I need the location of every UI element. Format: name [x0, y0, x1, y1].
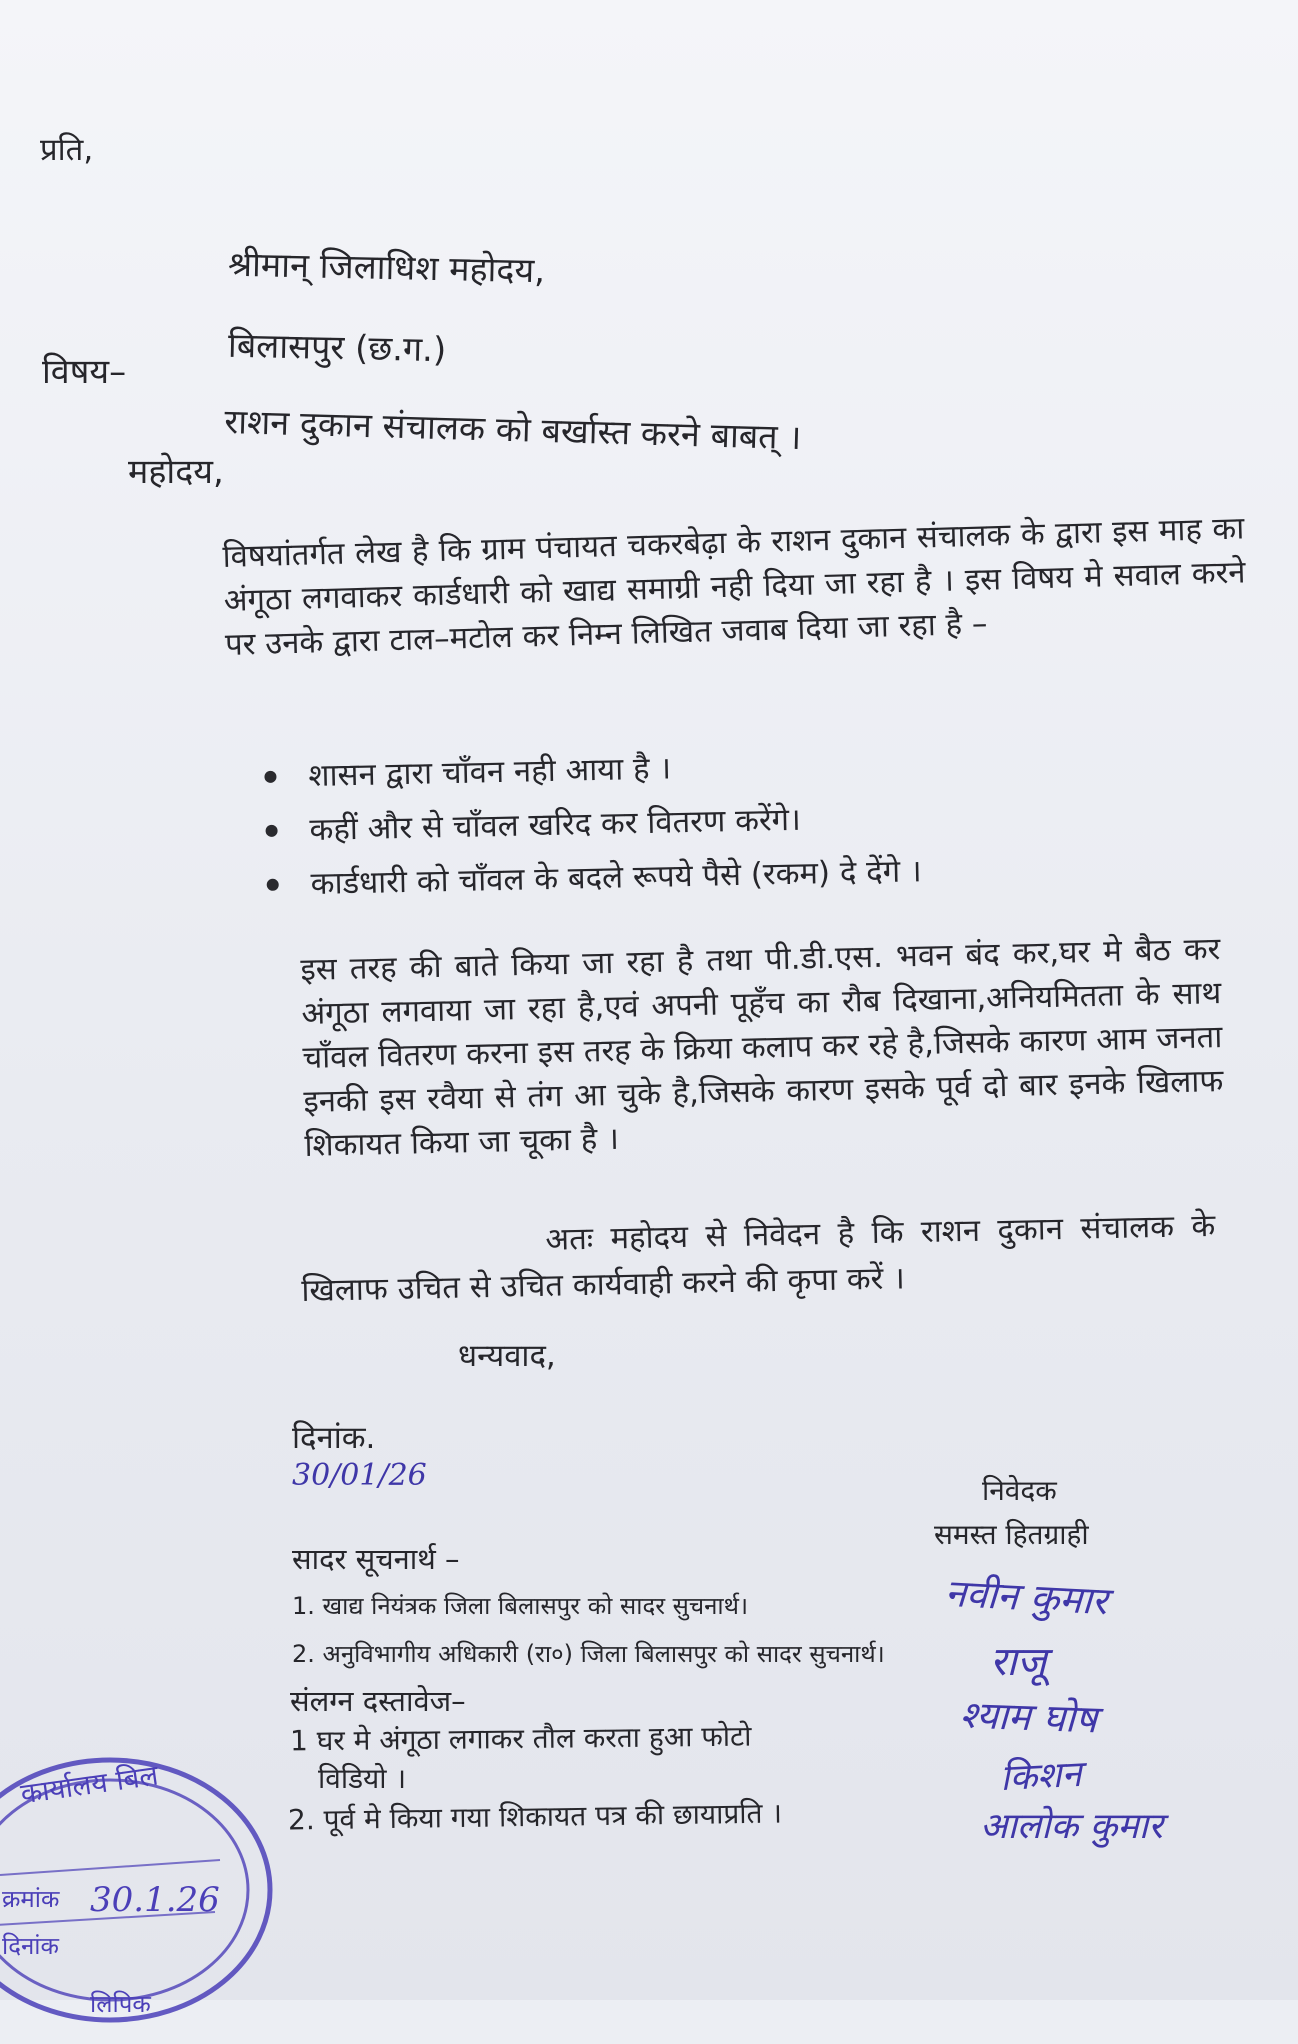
stamp-top-text: कार्यालय बिल — [18, 1758, 161, 1811]
thanks: धन्यवाद, — [458, 1338, 556, 1374]
paragraph-3-text: अतः महोदय से निवेदन है कि राशन दुकान संचालक के खिलाफ उचित से उचित कार्यवाही करने की कृपा करें । — [301, 1207, 1216, 1309]
attach-item-2: 2. पूर्व मे किया गया शिकायत पत्र की छायाप्रति । — [287, 1796, 783, 1837]
bullet-item: कहीं और से चाँवल खरिद कर वितरण करेंगे। — [263, 795, 921, 863]
office-stamp — [0, 1740, 280, 2040]
attach-item-1: 1 घर मे अंगूठा लगाकर तौल करता हुआ फोटो — [289, 1719, 752, 1758]
addressee-line2: बिलासपुर (छ.ग.) — [227, 325, 447, 371]
attach-heading: संलग्न दस्तावेज– — [290, 1684, 466, 1718]
subject-text: राशन दुकान संचालक को बर्खास्त करने बाबत् । — [223, 402, 802, 459]
paragraph-3 — [300, 1203, 1217, 1314]
signature-block — [940, 1570, 1280, 1870]
addressee-line1: श्रीमान् जिलाधिश महोदय, — [227, 244, 546, 292]
salutation-to: प्रति, — [40, 132, 94, 168]
greeting: महोदय, — [128, 452, 224, 492]
signature: राजू — [990, 1639, 1047, 1685]
attach-item-1-cont: विडियो । — [318, 1762, 407, 1795]
subject-label: विषय– — [42, 352, 127, 392]
paragraph-2: इस तरह की बाते किया जा रहा है तथा पी.डी.एस. भवन बंद कर,घर मे बैठ कर अंगूठा लगवाया जा रहा है,एवं अपनी पूहँच का रौब दिखाना,अनियमितता के साथ चाँवल वितरण करना इस तरह के क्रिया कलाप कर रहे है,जिसके कारण आम जनता इनकी इस रवैया से तंग आ चुके है,जिसके कारण इसके पूर्व दो बार इनके खिलाफ शिकायत किया जा चूका है । — [300, 931, 1224, 1164]
copy-item: 2. अनुविभागीय अधिकारी (रा०) जिला बिलासपुर को सादर सुचनार्थ। — [292, 1640, 885, 1668]
stamp-number-label: क्रमांक — [2, 1885, 60, 1913]
sender-line1: निवेदक — [982, 1474, 1057, 1507]
signature: आलोक कुमार — [980, 1806, 1163, 1847]
copy-item: 1. खाद्य नियंत्रक जिला बिलासपुर को सादर सुचनार्थ। — [292, 1592, 749, 1620]
stamp-date: 30.1.26 — [90, 1880, 220, 1920]
paragraph-1: विषयांतर्गत लेख है कि ग्राम पंचायत चकरबेढ़ा के राशन दुकान संचालक के द्वारा इस माह का अंगूठा लगवाकर कार्डधारी को खाद्य समाग्री नही दिया जा रहा है । इस विषय मे सवाल करने पर उनके द्वारा टाल–मटोल कर निम्न लिखित जवाब दिया जा रहा है – — [222, 510, 1246, 663]
signature: किशन — [999, 1753, 1083, 1800]
bullet-item: कार्डधारी को चाँवल के बदले रूपये पैसे (रकम) दे देंगे । — [264, 849, 922, 917]
signature: नवीन कुमार — [943, 1570, 1109, 1624]
copy-heading: सादर सूचनार्थ – — [292, 1542, 460, 1576]
date-label: दिनांक. — [292, 1420, 376, 1456]
bullet-list — [262, 741, 922, 917]
stamp-date-label: दिनांक — [2, 1932, 59, 1960]
stamp-bottom-text: लिपिक — [90, 1990, 151, 2018]
signature: श्याम घोष — [959, 1692, 1098, 1742]
date-handwritten: 30/01/26 — [292, 1458, 427, 1493]
sender-line2: समस्त हितग्राही — [934, 1518, 1089, 1551]
bullet-item: शासन द्वारा चाँवन नही आया है । — [262, 741, 920, 809]
